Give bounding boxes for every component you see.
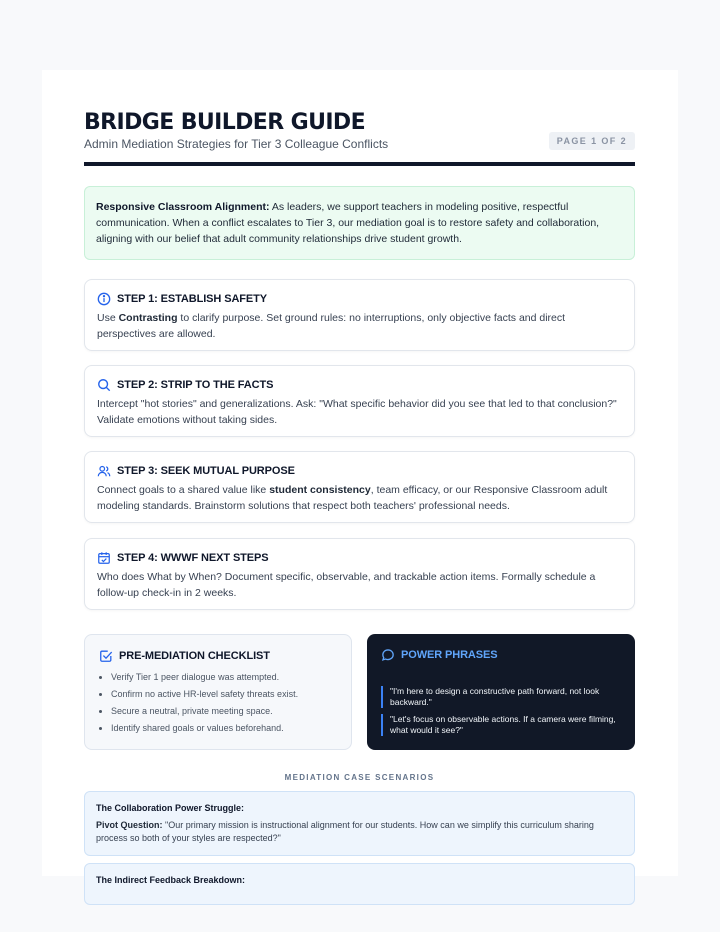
step-title: STEP 2: STRIP TO THE FACTS <box>117 379 274 391</box>
step-title: STEP 3: SEEK MUTUAL PURPOSE <box>117 465 295 477</box>
calendar-check-icon <box>97 551 111 565</box>
alignment-label: Responsive Classroom Alignment: <box>96 201 270 213</box>
info-icon <box>97 292 111 306</box>
step-text: Use <box>97 312 119 324</box>
checklist-header <box>99 649 270 663</box>
step-body: Intercept "hot stories" and generalizations. Ask: "What specific behavior did you see that led to that conclusion?" Validate emotions without taking sides. <box>97 398 617 426</box>
page-indicator-badge: PAGE 1 OF 2 <box>549 132 635 150</box>
alignment-text: As leaders, we support teachers in modeling positive, respectful communication. When a conflict escalates to Tier 3, our mediation goal is to restore safety and collaboration, aligning with our belief that adult community relationships drive student growth. <box>96 201 600 245</box>
pre-mediation-checklist <box>84 634 352 750</box>
checklist-title: PRE-MEDIATION CHECKLIST <box>119 650 270 662</box>
step-card-2 <box>84 365 635 437</box>
page-title: BRIDGE BUILDER GUIDE <box>84 110 366 135</box>
step-body <box>97 482 622 514</box>
scenario-card-1 <box>84 791 635 856</box>
step-emphasis: student consistency <box>269 484 371 496</box>
checklist-item: • Identify shared goals or values beforehand. <box>111 720 298 737</box>
step-header-4 <box>97 551 269 565</box>
step-title: STEP 1: ESTABLISH SAFETY <box>117 293 267 305</box>
step-header-2 <box>97 378 273 392</box>
scenario-card-2 <box>84 863 635 905</box>
step-title: STEP 4: WWWF NEXT STEPS <box>117 552 269 564</box>
checklist-item: • Verify Tier 1 peer dialogue was attempted. <box>111 669 298 686</box>
alignment-callout <box>84 186 635 260</box>
scenario-title: The Collaboration Power Struggle: <box>96 803 245 813</box>
scenario-title: The Indirect Feedback Breakdown: <box>96 875 246 885</box>
checkbox-icon <box>99 649 113 663</box>
checklist-list <box>99 669 298 737</box>
search-icon <box>97 378 111 392</box>
step-body: Who does What by When? Document specific, observable, and trackable action items. Formally schedule a follow-up check-in in 2 weeks. <box>97 571 596 599</box>
power-phrase: "Let's focus on observable actions. If a camera were filming, what would it see?" <box>381 714 620 736</box>
step-card-3 <box>84 451 635 523</box>
header-divider <box>84 162 635 166</box>
pivot-text: "Our primary mission is instructional alignment for our students. How can we simplify this curriculum sharing process so both of your styles are respected?" <box>96 820 594 843</box>
document-page <box>42 70 678 885</box>
page-subtitle: Admin Mediation Strategies for Tier 3 Colleague Conflicts <box>84 137 389 151</box>
phrases-title: POWER PHRASES <box>401 649 498 661</box>
step-text: Connect goals to a shared value like <box>97 484 270 496</box>
checklist-item: • Secure a neutral, private meeting space. <box>111 703 298 720</box>
speech-bubble-icon <box>381 648 395 662</box>
scenario-body <box>96 819 624 845</box>
phrases-header <box>381 648 498 662</box>
power-phrase: "I'm here to design a constructive path forward, not look backward." <box>381 686 620 708</box>
scenarios-section-label: MEDIATION CASE SCENARIOS <box>284 773 435 782</box>
step-emphasis: Contrasting <box>118 312 178 324</box>
step-header-3 <box>97 464 295 478</box>
step-card-1 <box>84 279 635 351</box>
pivot-label: Pivot Question: <box>96 820 163 830</box>
step-text: , team efficacy, or our Responsive Classroom adult modeling standards. Brainstorm solutions that respect both teachers' professional needs. <box>97 484 608 512</box>
step-header-1 <box>97 292 267 306</box>
step-text: to clarify purpose. Set ground rules: no interruptions, only objective facts and direct perspectives are allowed. <box>97 312 566 340</box>
step-card-4 <box>84 538 635 610</box>
users-icon <box>97 464 111 478</box>
power-phrases-panel <box>367 634 635 750</box>
step-body <box>97 310 622 342</box>
checklist-item: • Confirm no active HR-level safety threats exist. <box>111 686 298 703</box>
